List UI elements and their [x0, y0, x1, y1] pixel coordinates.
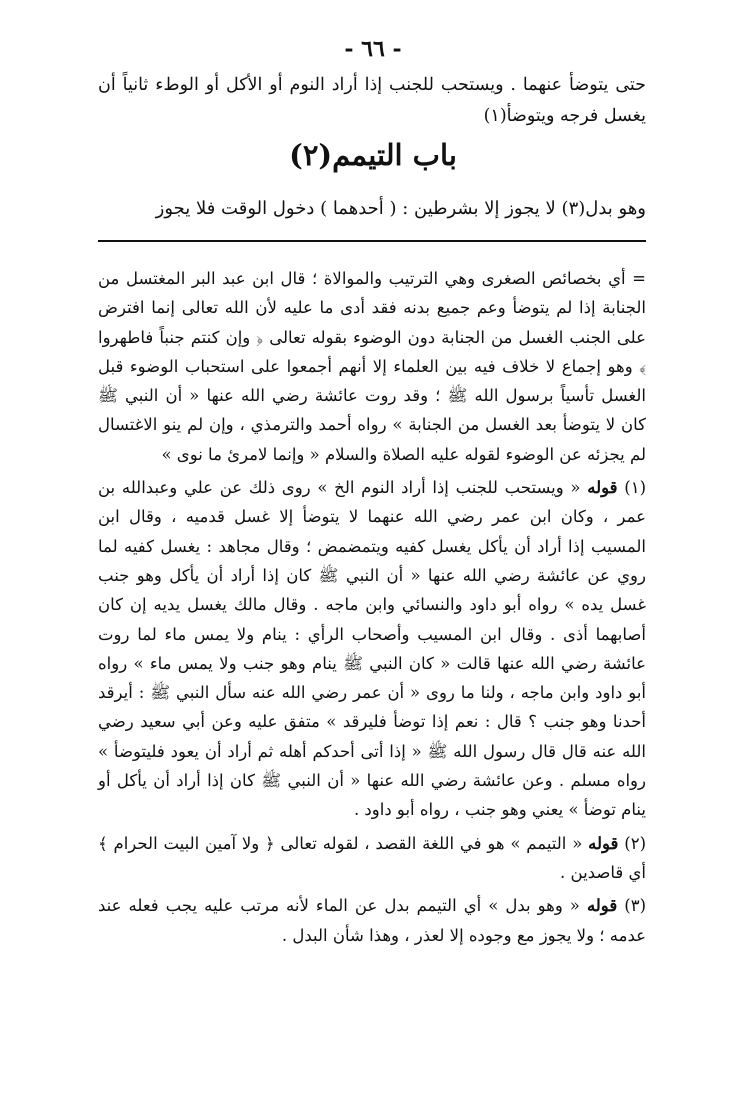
main-text-top	[98, 70, 646, 132]
commentary-continuation: = أي بخصائص الصغرى وهي الترتيب والموالاة ؛ قال ابن عبد البر المغتسل من الجنابة إذا لم يتوضأ وعم جميع بدنه فقد أدى ما عليه لأن الله تعالى إنما افترض على الجنب الغسل من الجنابة دون الوضوء بقوله تعالى ﴿ وإن كنتم جنباً فاطهروا ﴾ وهو إجماع لا خلاف فيه بين العلماء إلا أنهم أجمعوا على استحباب الوضوء قبل الغسل تأسياً برسول الله ﷺ ؛ وقد روت عائشة رضي الله عنها « أن النبي ﷺ كان لا يتوضأ بعد الغسل من الجنابة » رواه أحمد والترمذي ، وإن لم ينو الاغتسال لم يجزئه عن الوضوء لقوله عليه الصلاة والسلام « وإنما لامرئ ما نوى »	[98, 269, 646, 464]
footnote-number: (١)	[624, 478, 647, 498]
footnote-keyword: قوله	[587, 478, 618, 498]
footnote-1	[98, 473, 646, 825]
footnote-2	[98, 829, 646, 888]
main-text-paragraph: حتى يتوضأ عنهما . ويستحب للجنب إذا أراد النوم أو الأكل أو الوطء ثانياً أن يغسل فرجه ويتوضأ(١)	[98, 75, 646, 126]
commentary-section	[98, 264, 646, 954]
footnote-divider	[98, 240, 646, 242]
footnote-text: « وهو بدل » أي التيمم بدل عن الماء لأنه مرتب عليه يجب فعله عند عدمه ؛ ولا يجوز مع وجوده إلا لعذر ، وهذا شأن البدل .	[98, 896, 646, 945]
page-number: - ٦٦ -	[344, 36, 402, 62]
footnote-keyword: قوله	[586, 896, 618, 916]
footnote-text: « التيمم » هو في اللغة القصد ، لقوله تعالى ﴿ ولا آمين البيت الحرام ﴾ أي قاصدين .	[98, 833, 646, 882]
footnote-text: « ويستحب للجنب إذا أراد النوم الخ » روى ذلك عن علي وعبدالله بن عمر ، وكان ابن عمر رضي الله عنهما لا يتوضأ إلا غسل قدميه ، وقال ابن المسيب إذا أراد أن يأكل يغسل كفيه ويتمضمض ؛ وقال مجاهد : يغسل كفيه لما روي عن عائشة رضي الله عنها « أن النبي ﷺ كان إذا أراد أن يأكل وهو جنب غسل يده » رواه أبو داود والنسائي وابن ماجه . وقال مالك يغسل يديه إن كان أصابهما أذى . وقال ابن المسيب وأصحاب الرأي : ينام ولا يمس ماء لما روت عائشة رضي الله عنها قالت « كان النبي ﷺ ينام وهو جنب ولا يمس ماء » رواه أبو داود وابن ماجه ، ولنا ما روى « أن عمر رضي الله عنه سأل النبي ﷺ : أيرقد أحدنا وهو جنب ؟ قال : نعم إذا توضأ فليرقد » متفق عليه وعن أبي سعيد رضي الله عنه قال قال رسول الله ﷺ « إذا أتى أحدكم أهله ثم أراد أن يعود فليتوضأ » رواه مسلم . وعن عائشة رضي الله عنها « أن النبي ﷺ كان إذا أراد أن يأكل أو ينام توضأ » يعني وهو جنب ، رواه أبو داود .	[98, 478, 646, 820]
footnote-keyword: قوله	[588, 833, 619, 853]
chapter-title: باب التيمم(٢)	[289, 138, 457, 172]
chapter-intro: وهو بدل(٣) لا يجوز إلا بشرطين : ( أحدهما ) دخول الوقت فلا يجوز	[155, 198, 646, 219]
footnote-number: (٣)	[624, 896, 647, 916]
footnote-3	[98, 891, 646, 950]
footnote-number: (٢)	[624, 833, 647, 853]
